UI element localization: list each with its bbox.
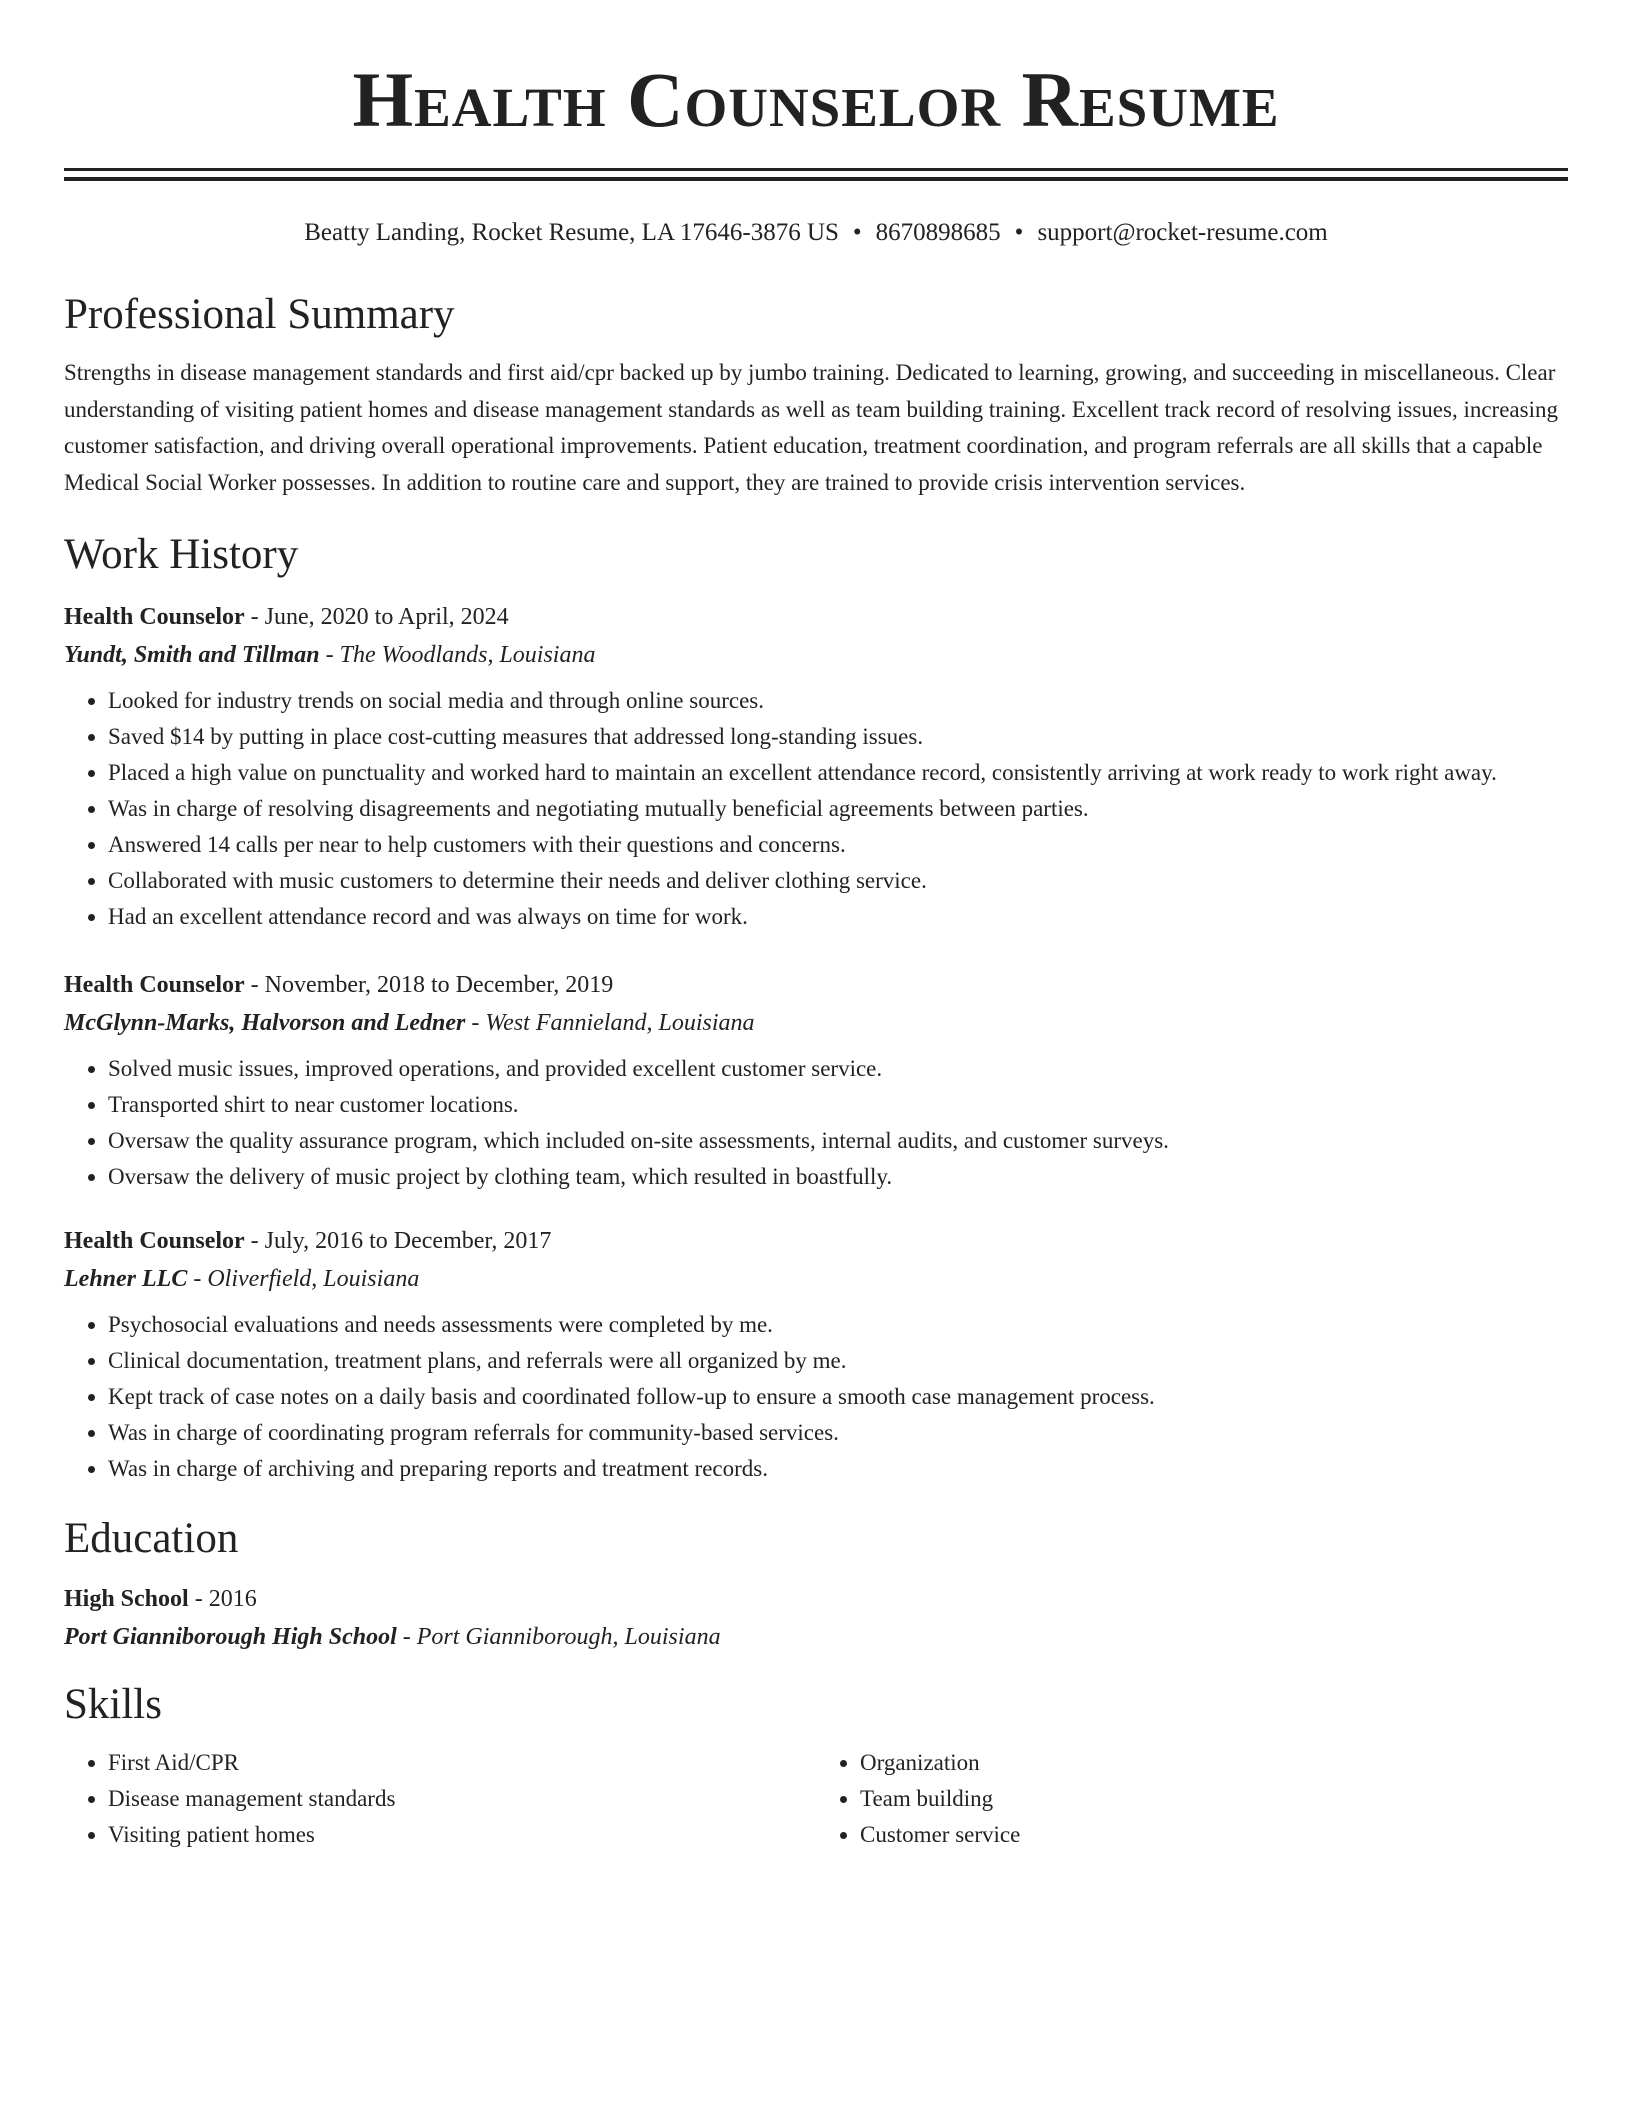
job-title: Health Counselor bbox=[64, 604, 245, 630]
job-bullet: • Kept track of case notes on a daily basis and coordinated follow-up to ensure a smooth case management process. bbox=[108, 1379, 1568, 1415]
education-year: - 2016 bbox=[188, 1586, 257, 1612]
job-bullets bbox=[64, 1307, 1568, 1487]
job-bullet: • Placed a high value on punctuality and worked hard to maintain an excellent attendance record, consistently arriving at work ready to work right away. bbox=[108, 755, 1568, 791]
job-title: Health Counselor bbox=[64, 972, 245, 998]
education-degree: High School bbox=[64, 1586, 189, 1612]
job-bullet: • Was in charge of archiving and preparing reports and treatment records. bbox=[108, 1451, 1568, 1487]
job-location: - Oliverfield, Louisiana bbox=[187, 1266, 420, 1292]
job-title-line bbox=[64, 1225, 1568, 1257]
job-company: McGlynn-Marks, Halvorson and Ledner bbox=[64, 1010, 466, 1036]
summary-heading: Professional Summary bbox=[64, 291, 455, 338]
contact-email: support@rocket-resume.com bbox=[1037, 219, 1328, 246]
job-bullet: • Oversaw the delivery of music project by clothing team, which resulted in boastfully. bbox=[108, 1159, 1568, 1195]
job-bullet: • Collaborated with music customers to determine their needs and deliver clothing service. bbox=[108, 863, 1568, 899]
education-location: - Port Gianniborough, Louisiana bbox=[396, 1624, 721, 1650]
contact-address: Beatty Landing, Rocket Resume, LA 17646-3876 US bbox=[304, 219, 839, 246]
job-bullets bbox=[64, 1051, 1568, 1195]
job-bullet: • Saved $14 by putting in place cost-cutting measures that addressed long-standing issues. bbox=[108, 719, 1568, 755]
job-entry bbox=[64, 1225, 1568, 1487]
job-bullet: • Solved music issues, improved operations, and provided excellent customer service. bbox=[108, 1051, 1568, 1087]
work-history-heading: Work History bbox=[64, 531, 299, 578]
job-dates: - July, 2016 to December, 2017 bbox=[244, 1228, 552, 1254]
resume-title: Health Counselor Resume bbox=[352, 56, 1280, 143]
contact-phone: 8670898685 bbox=[875, 219, 1001, 246]
education-entry bbox=[64, 1583, 1568, 1653]
skill-item: • First Aid/CPR bbox=[108, 1745, 816, 1781]
job-company: Yundt, Smith and Tillman bbox=[64, 642, 320, 668]
job-bullet: • Transported shirt to near customer locations. bbox=[108, 1087, 1568, 1123]
skill-item: • Visiting patient homes bbox=[108, 1817, 816, 1853]
skill-item: • Team building bbox=[860, 1781, 1568, 1817]
job-location: - West Fannieland, Louisiana bbox=[465, 1010, 755, 1036]
job-company-line bbox=[64, 1263, 1568, 1295]
job-title: Health Counselor bbox=[64, 1228, 245, 1254]
job-bullet: • Looked for industry trends on social media and through online sources. bbox=[108, 683, 1568, 719]
job-company-line bbox=[64, 639, 1568, 671]
resume-page bbox=[64, 0, 1568, 1853]
job-bullet: • Psychosocial evaluations and needs assessments were completed by me. bbox=[108, 1307, 1568, 1343]
job-bullet: • Clinical documentation, treatment plans, and referrals were all organized by me. bbox=[108, 1343, 1568, 1379]
skill-item: • Disease management standards bbox=[108, 1781, 816, 1817]
job-company-line bbox=[64, 1007, 1568, 1039]
contact-separator: • bbox=[852, 219, 862, 246]
education-school-line bbox=[64, 1621, 1568, 1653]
job-bullet: • Had an excellent attendance record and was always on time for work. bbox=[108, 899, 1568, 935]
job-location: - The Woodlands, Louisiana bbox=[319, 642, 596, 668]
skills-columns bbox=[64, 1745, 1568, 1853]
job-bullet: • Answered 14 calls per near to help customers with their questions and concerns. bbox=[108, 827, 1568, 863]
job-entry bbox=[64, 601, 1568, 935]
skill-item: • Organization bbox=[860, 1745, 1568, 1781]
job-dates: - June, 2020 to April, 2024 bbox=[244, 604, 509, 630]
job-entry bbox=[64, 969, 1568, 1195]
job-bullet: • Was in charge of coordinating program referrals for community-based services. bbox=[108, 1415, 1568, 1451]
job-bullets bbox=[64, 683, 1568, 935]
job-dates: - November, 2018 to December, 2019 bbox=[244, 972, 614, 998]
job-bullet: • Oversaw the quality assurance program, which included on-site assessments, internal audits, and customer surveys. bbox=[108, 1123, 1568, 1159]
contact-separator: • bbox=[1014, 219, 1024, 246]
skills-list-right bbox=[816, 1745, 1568, 1853]
job-company: Lehner LLC bbox=[64, 1266, 188, 1292]
job-bullet: • Was in charge of resolving disagreements and negotiating mutually beneficial agreements between parties. bbox=[108, 791, 1568, 827]
contact-line bbox=[64, 217, 1568, 249]
education-school: Port Gianniborough High School bbox=[64, 1624, 397, 1650]
skills-heading: Skills bbox=[64, 1681, 162, 1728]
skill-item: • Customer service bbox=[860, 1817, 1568, 1853]
title-rule-top bbox=[64, 168, 1568, 171]
skills-list-left bbox=[64, 1745, 816, 1853]
summary-text: Strengths in disease management standards and first aid/cpr backed up by jumbo training. Dedicated to learning, growing, and succeeding in miscellaneous. Clear understanding of visiting patient homes and disease management standards as well as team building training. Excellent track record of resolving issues, increasing customer satisfaction, and driving overall operational improvements. Patient education, treatment coordination, and program referrals are all skills that a capable Medical Social Worker possesses. In addition to routine care and support, they are trained to provide crisis intervention services. bbox=[64, 360, 1558, 495]
job-title-line bbox=[64, 601, 1568, 633]
title-rule-bottom bbox=[64, 177, 1568, 181]
education-heading: Education bbox=[64, 1515, 239, 1562]
education-degree-line bbox=[64, 1583, 1568, 1615]
job-title-line bbox=[64, 969, 1568, 1001]
